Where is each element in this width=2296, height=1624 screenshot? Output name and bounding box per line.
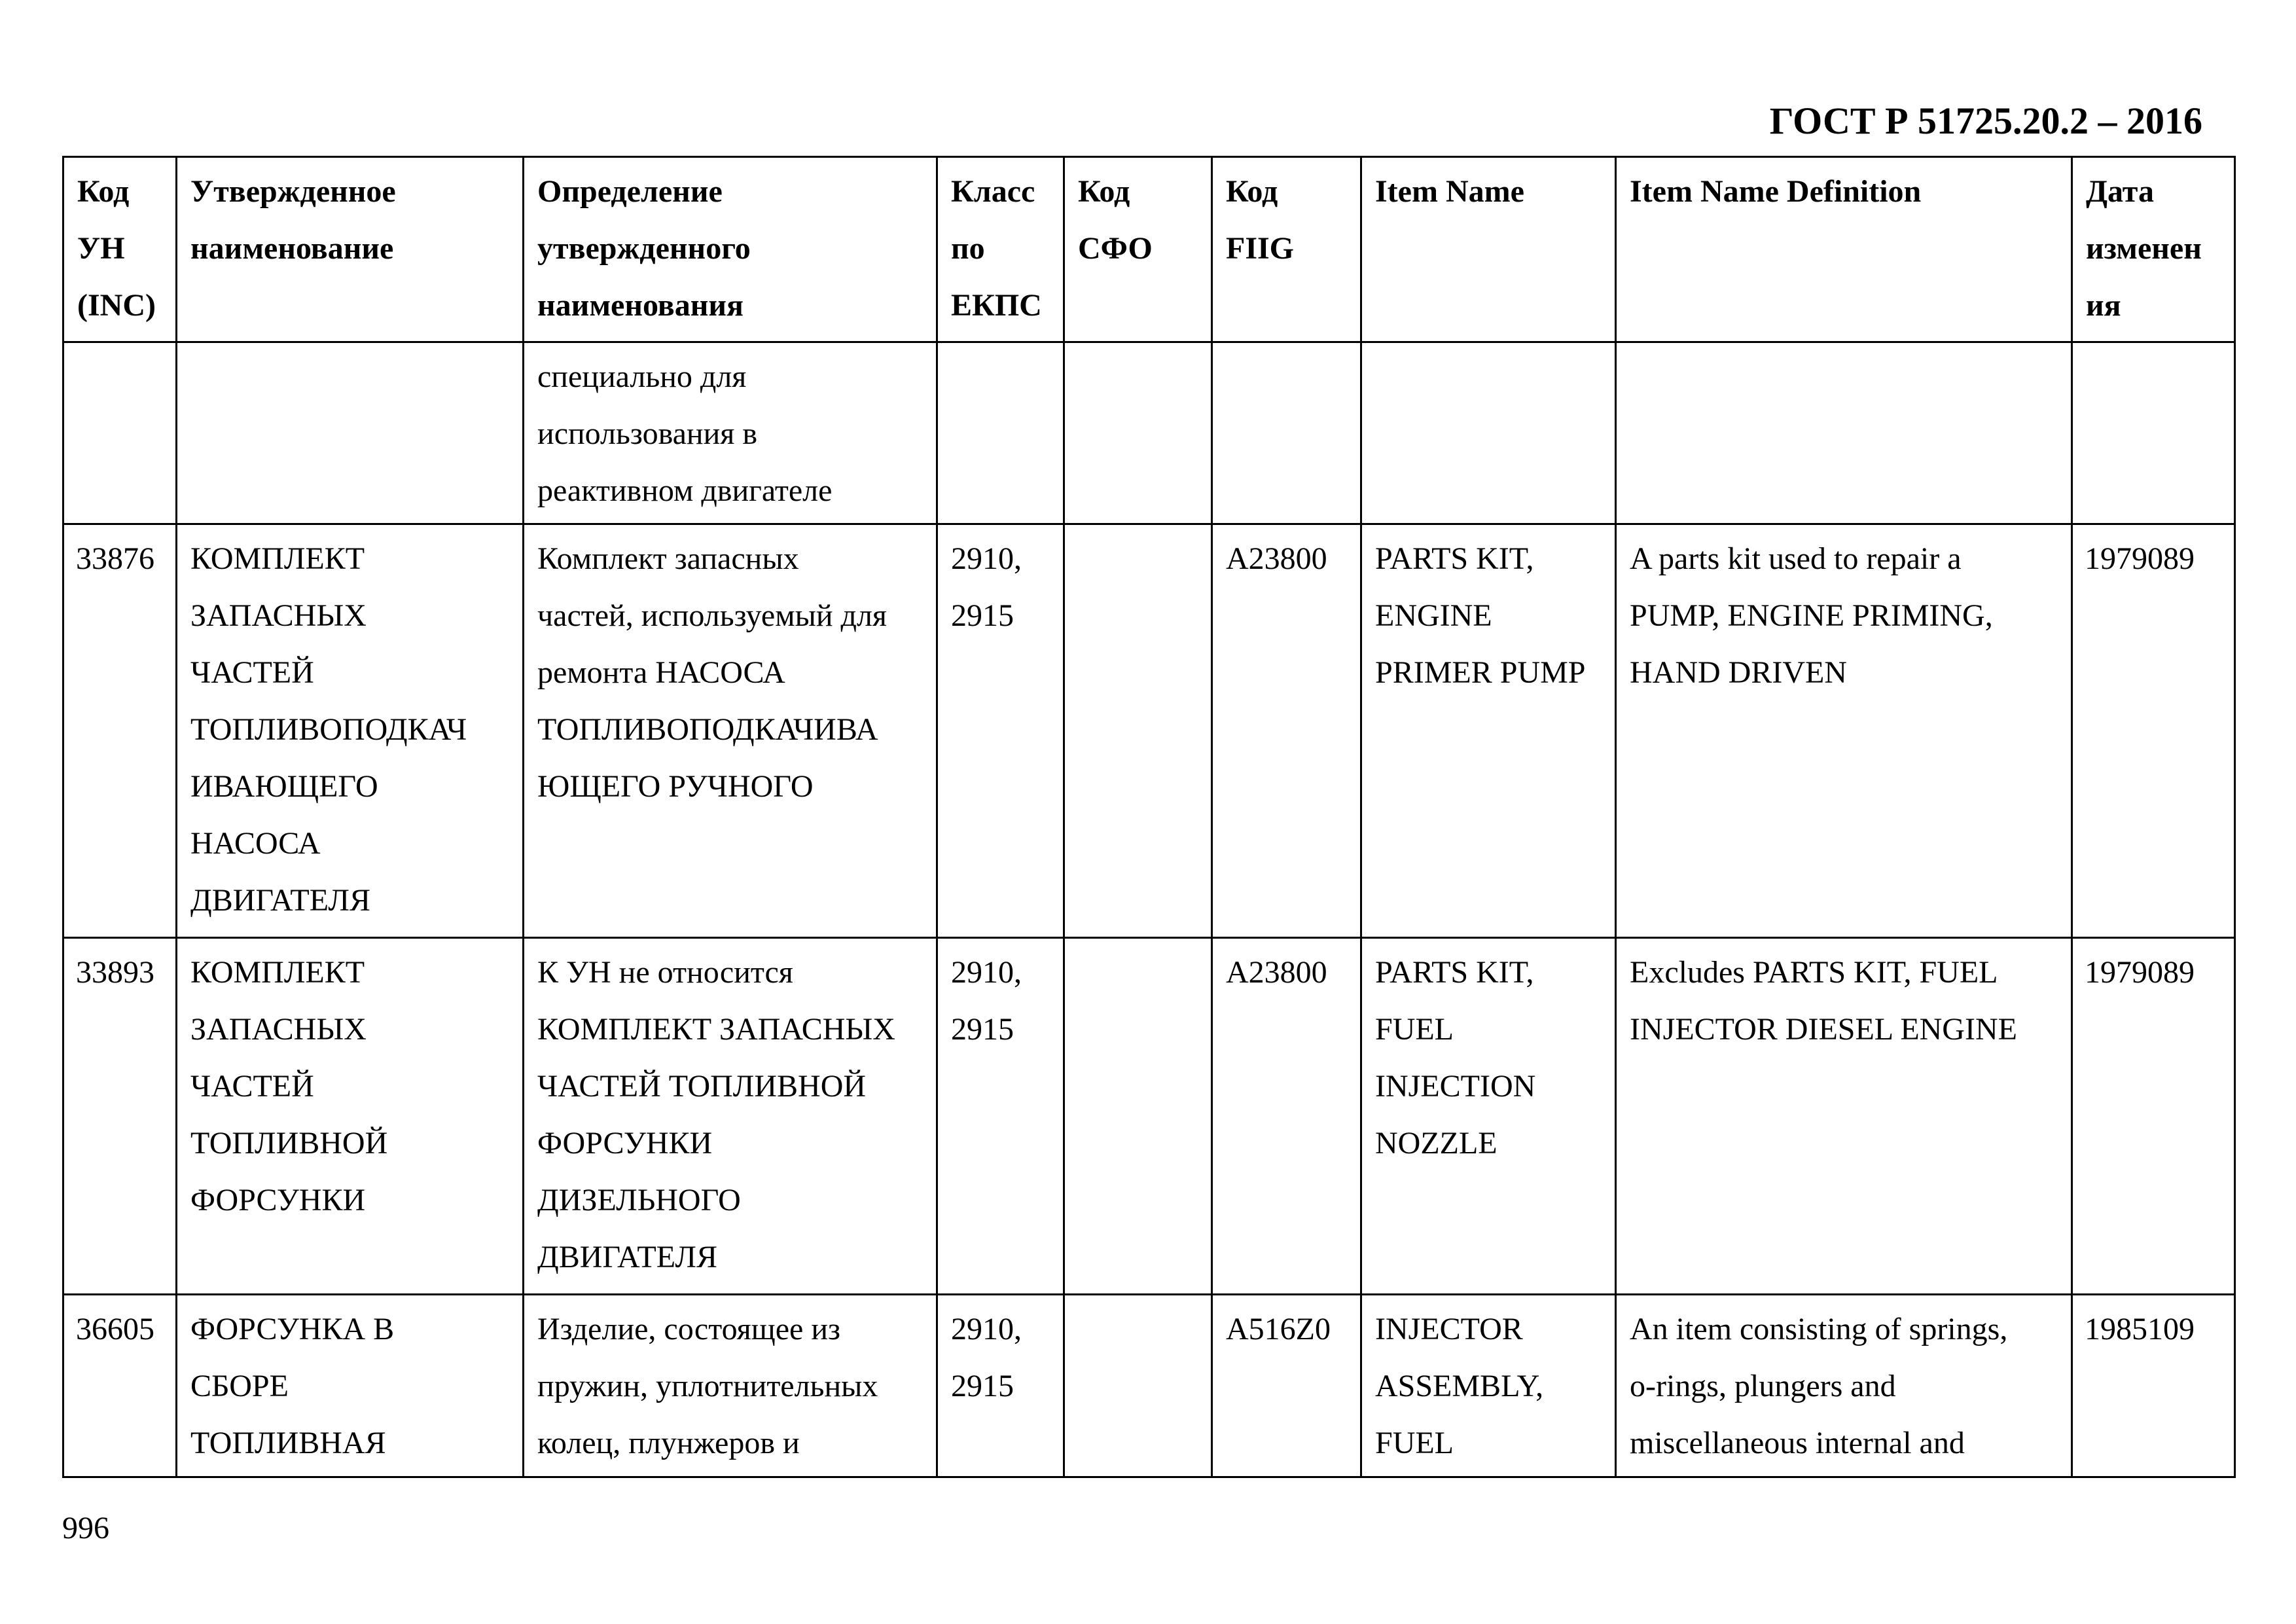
cell-sfo-code [1064,938,1212,1295]
cell-line: A23800 [1226,955,1327,990]
cell-ekps-class [937,524,1064,938]
cell-line: ТОПЛИВНОЙ [190,1126,388,1161]
cell-line: использования в [537,416,758,451]
cell-line: INJECTOR DIESEL ENGINE [1630,1012,2017,1047]
cell-line: частей, используемый для [537,598,887,633]
cell-line: ТОПЛИВОПОДКАЧИВА [537,712,878,747]
cell-line: ТОПЛИВОПОДКАЧ [190,712,467,747]
header-line: СФО [1078,231,1153,266]
cell-item-name-definition [1616,524,2072,938]
header-line: Дата [2086,174,2154,209]
cell-fiig-code [1212,342,1361,524]
header-line: утвержденного [537,231,751,266]
cell-item-name [1361,342,1616,524]
cell-item-name-definition [1616,1295,2072,1477]
cell-line: 1979089 [2085,955,2195,990]
cell-line: PUMP, ENGINE PRIMING, [1630,598,1993,633]
document-standard-header: ГОСТ Р 51725.20.2 – 2016 [1769,99,2202,142]
cell-line: 2915 [951,598,1014,633]
header-line: УН [77,231,125,266]
cell-sfo-code [1064,524,1212,938]
header-line: ЕКПС [951,288,1042,323]
cell-ekps-class [937,342,1064,524]
cell-line: КОМПЛЕКТ [190,541,365,576]
cell-line: ТОПЛИВНАЯ [190,1426,386,1460]
cell-line: 1985109 [2085,1312,2195,1346]
cell-line: ЗАПАСНЫХ [190,1012,367,1047]
header-line: изменен [2086,231,2202,266]
header-line: наименования [537,288,744,323]
cell-definition [524,1295,937,1477]
table-header-row [63,157,2235,342]
cell-definition [524,342,937,524]
cell-line: 2910, [951,955,1022,990]
header-line: ия [2086,288,2121,323]
cell-approved-name [177,938,524,1295]
cell-line: NOZZLE [1375,1126,1498,1161]
cell-line: PRIMER PUMP [1375,655,1586,690]
cell-line: Excludes PARTS KIT, FUEL [1630,955,1998,990]
cell-line: ЗАПАСНЫХ [190,598,367,633]
cell-approved-name [177,1295,524,1477]
cell-item-name [1361,938,1616,1295]
cell-line: 1979089 [2085,541,2195,576]
header-line: по [951,231,985,266]
cell-line: НАСОСА [190,826,321,861]
cell-line: INJECTION [1375,1069,1536,1104]
table-row [63,1295,2235,1477]
cell-change-date [2072,1295,2235,1477]
cell-definition [524,938,937,1295]
catalog-table [62,156,2236,1478]
cell-line: ФОРСУНКИ [190,1183,366,1218]
cell-line: A516Z0 [1226,1312,1331,1346]
cell-line: ИВАЮЩЕГО [190,769,378,804]
cell-line: Комплект запасных [537,541,799,576]
header-line: (INC) [77,288,156,323]
cell-line: miscellaneous internal and [1630,1426,1965,1460]
header-item-name-definition [1616,157,2072,342]
cell-line: 2910, [951,541,1022,576]
cell-line: 2915 [951,1012,1014,1047]
cell-item-name-definition [1616,342,2072,524]
cell-ekps-class [937,1295,1064,1477]
header-approved-name [177,157,524,342]
header-line: Item Name [1375,174,1524,209]
cell-line: ЧАСТЕЙ [190,655,314,690]
cell-line: INJECTOR [1375,1312,1523,1346]
header-line: FIIG [1226,231,1295,266]
cell-definition [524,524,937,938]
cell-line: 36605 [76,1312,154,1346]
cell-line: FUEL [1375,1012,1454,1047]
page-number: 996 [62,1511,109,1545]
cell-fiig-code [1212,1295,1361,1477]
header-sfo-code [1064,157,1212,342]
cell-line: пружин, уплотнительных [537,1369,878,1403]
header-ekps-class [937,157,1064,342]
cell-fiig-code [1212,938,1361,1295]
cell-inc [63,1295,177,1477]
cell-item-name-definition [1616,938,2072,1295]
header-inc [63,157,177,342]
cell-line: реактивном двигателе [537,473,833,508]
cell-line: o-rings, plungers and [1630,1369,1896,1403]
header-change-date [2072,157,2235,342]
cell-line: ФОРСУНКА В [190,1312,395,1346]
cell-line: ЧАСТЕЙ [190,1069,314,1104]
cell-line: ДВИГАТЕЛЯ [537,1240,717,1274]
cell-line: ЮЩЕГО РУЧНОГО [537,769,814,804]
cell-approved-name [177,524,524,938]
cell-line: Изделие, состоящее из [537,1312,840,1346]
cell-inc [63,524,177,938]
cell-line: 33876 [76,541,154,576]
cell-ekps-class [937,938,1064,1295]
cell-line: 2915 [951,1369,1014,1403]
cell-approved-name [177,342,524,524]
cell-change-date [2072,342,2235,524]
cell-line: 2910, [951,1312,1022,1346]
cell-line: КОМПЛЕКТ [190,955,365,990]
cell-line: A23800 [1226,541,1327,576]
header-line: Утвержденное [190,174,396,209]
header-approved-name-definition [524,157,937,342]
cell-line: 33893 [76,955,154,990]
header-item-name [1361,157,1616,342]
table-row [63,524,2235,938]
cell-line: FUEL [1375,1426,1454,1460]
cell-change-date [2072,524,2235,938]
cell-line: специально для [537,359,747,394]
cell-item-name [1361,524,1616,938]
header-line: Определение [537,174,723,209]
cell-inc [63,342,177,524]
table-row [63,342,2235,524]
cell-line: К УН не относится [537,955,793,990]
header-line: Код [1078,174,1130,209]
cell-line: ДИЗЕЛЬНОГО [537,1183,741,1218]
cell-line: HAND DRIVEN [1630,655,1847,690]
cell-line: ЧАСТЕЙ ТОПЛИВНОЙ [537,1069,867,1104]
cell-inc [63,938,177,1295]
cell-line: ДВИГАТЕЛЯ [190,883,370,918]
header-line: Item Name Definition [1630,174,1922,209]
cell-line: КОМПЛЕКТ ЗАПАСНЫХ [537,1012,895,1047]
header-line: Код [77,174,130,209]
cell-line: ФОРСУНКИ [537,1126,713,1161]
header-fiig-code [1212,157,1361,342]
table-row [63,938,2235,1295]
cell-line: A parts kit used to repair a [1630,541,1962,576]
cell-line: An item consisting of springs, [1630,1312,2008,1346]
cell-item-name [1361,1295,1616,1477]
cell-line: ENGINE [1375,598,1492,633]
cell-change-date [2072,938,2235,1295]
cell-fiig-code [1212,524,1361,938]
cell-sfo-code [1064,1295,1212,1477]
header-line: Класс [951,174,1035,209]
cell-line: PARTS KIT, [1375,541,1534,576]
cell-line: колец, плунжеров и [537,1426,800,1460]
cell-line: ASSEMBLY, [1375,1369,1544,1403]
header-line: наименование [190,231,394,266]
cell-sfo-code [1064,342,1212,524]
header-line: Код [1226,174,1278,209]
cell-line: ремонта НАСОСА [537,655,785,690]
cell-line: PARTS KIT, [1375,955,1534,990]
cell-line: СБОРЕ [190,1369,289,1403]
